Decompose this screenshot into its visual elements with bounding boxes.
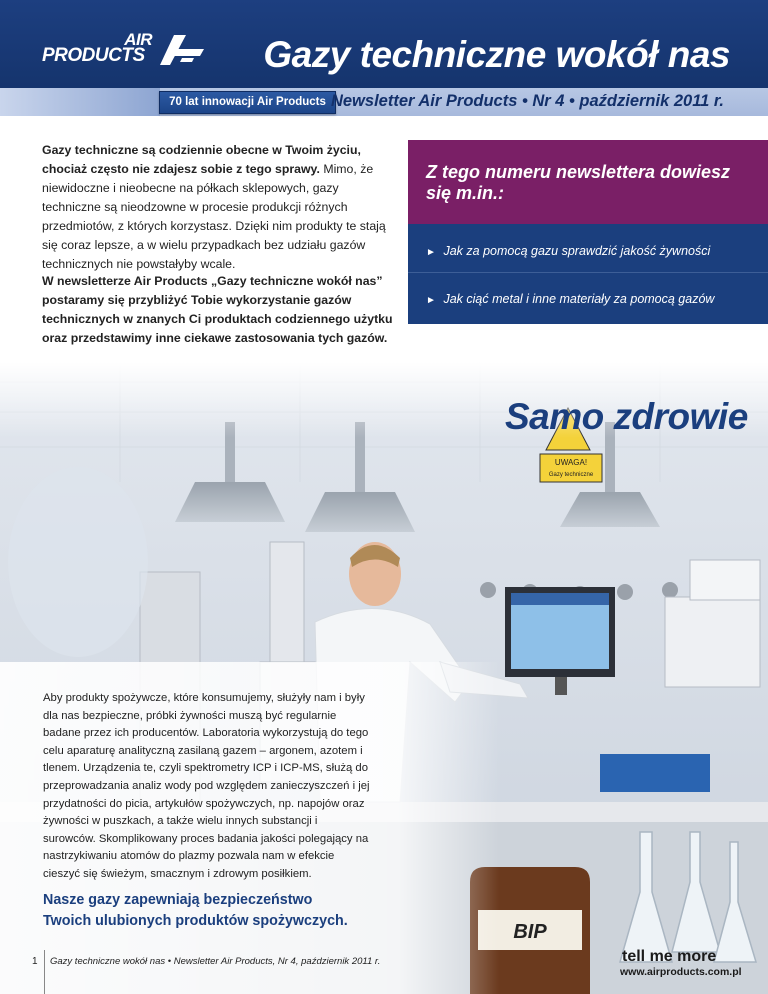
in-this-issue-header: [408, 140, 768, 224]
triangle-bullet-icon: ►: [426, 247, 436, 258]
article-highlight: Nasze gazy zapewniają bezpieczeństwo Twoich ulubionych produktów spożywczych.: [43, 892, 348, 929]
list-item-label: Jak za pomocą gazu sprawdzić jakość żywności: [443, 244, 711, 258]
air-products-logo: [42, 30, 212, 70]
triangle-bullet-icon: ►: [426, 295, 436, 306]
intro-rest: Mimo, że niewidoczne i nieobecne na półkach sklepowych, gazy techniczne są nieodzowne w procesie produkcji różnych przedmiotów, z których korzystasz. Dzięki nim produkty te stają się coraz lepsze, a w wielu przypadkach bez udziału gazów technicznych nie powstałyby wcale.: [42, 162, 386, 271]
issue-info: Newsletter Air Products • Nr 4 • październik 2011 r.: [330, 92, 724, 110]
divider: [408, 272, 768, 273]
in-this-issue-list: [408, 224, 768, 324]
list-item[interactable]: [426, 244, 710, 258]
in-this-issue-title: Z tego numeru newslettera dowiesz się m.in.:: [426, 162, 731, 203]
article-heading: Samo zdrowie: [505, 396, 748, 437]
anniversary-badge: 70 lat innowacji Air Products: [159, 91, 336, 114]
header-band: [0, 0, 768, 88]
logo-mark-icon: [160, 33, 204, 67]
tagline: tell me more: [622, 948, 717, 965]
list-item-label: Jak ciąć metal i inne materiały za pomocą gazów: [443, 292, 715, 306]
subtitle-bar-gradient: [0, 88, 160, 116]
intro-paragraph-2: W newsletterze Air Products „Gazy techniczne wokół nas” postaramy się przybliżyć Tobie wykorzystanie gazów technicznych w znanych Ci produktach codziennego użytku oraz przedstawimy inne ciekawe zastosowania tych gazów.: [42, 274, 393, 345]
logo-text-air: AIR: [124, 30, 152, 49]
logo-text-products: PRODUCTS: [42, 45, 145, 66]
article-body: Aby produkty spożywcze, które konsumujemy, służyły nam i były dla nas bezpieczne, próbki żywności muszą być regularnie badane przez ich producentów. Laboratoria wykorzystują do tego celu aparaturę analityczną zasilaną gazem – argonem, azotem i tlenem. Urządzenia te, czyli spektrometry ICP i ICP-MS, służą do przeprowadzania analiz wody pod względem zanieczyszczeń i jej przydatności do picia, artykułów spożywczych, np. napojów oraz żywności w puszkach, a także wielu innych substancji i surowców. Skomplikowany proces badania jakości polegający na nastrzykiwaniu atomów do plazmy pozwala nam w efekcie cieszyć się świeżym, smacznym i zdrowym posiłkiem.: [43, 692, 370, 880]
intro-paragraph: [42, 141, 398, 274]
intro-lead: Gazy techniczne są codziennie obecne w Twoim życiu, chociaż często nie zdajesz sobie z tego sprawy.: [42, 143, 361, 176]
footer-divider: [44, 950, 45, 994]
list-item[interactable]: [426, 292, 714, 306]
page-number: 1: [32, 956, 38, 967]
website-link[interactable]: www.airproducts.com.pl: [620, 966, 742, 978]
newsletter-title: Gazy techniczne wokół nas: [263, 34, 730, 75]
footer-caption: Gazy techniczne wokół nas • Newsletter Air Products, Nr 4, październik 2011 r.: [50, 956, 381, 967]
